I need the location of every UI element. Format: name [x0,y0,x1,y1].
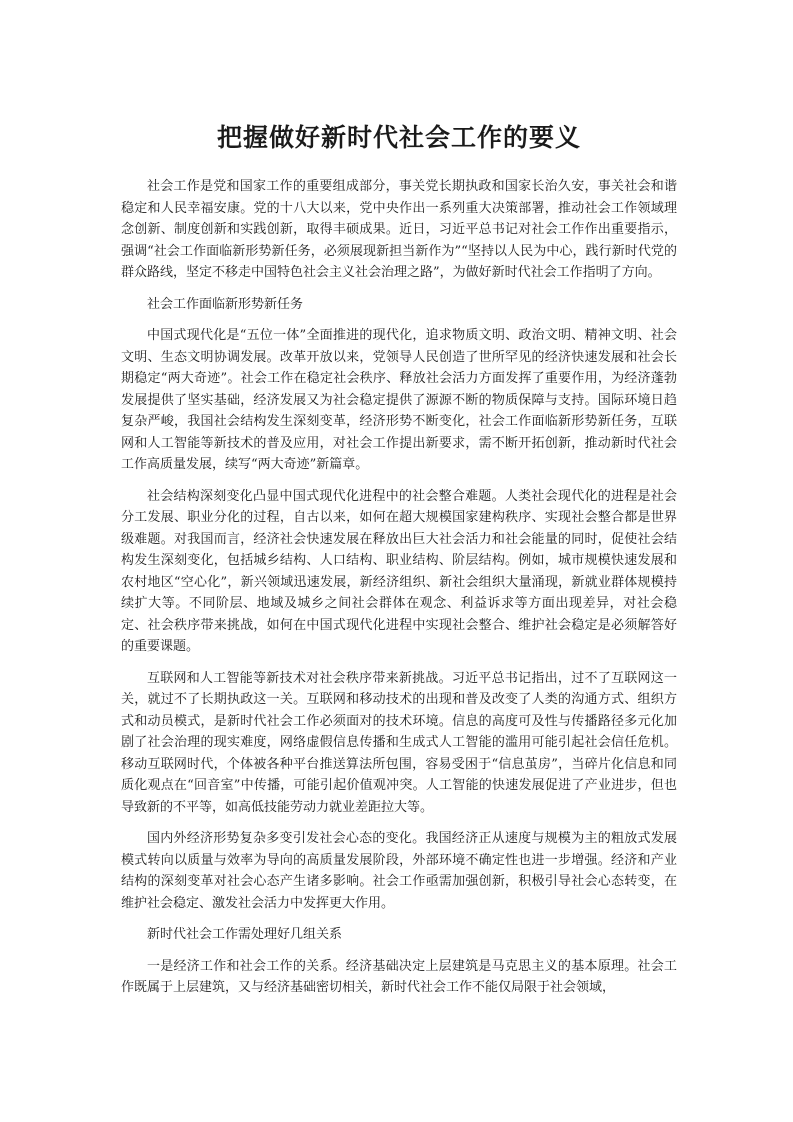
body-paragraph-social-structure: 社会结构深刻变化凸显中国式现代化进程中的社会整合难题。人类社会现代化的进程是社会分工发展、职业分化的过程，自古以来，如何在超大规模国家建构秩序、实现社会整合都是世界级难题。对我国而言，经济社会快速发展在释放出巨大社会活力和社会能量的同时，促使社会结构发生深刻变化，包括城乡结构、人口结构、职业结构、阶层结构。例如，城市规模快速发展和农村地区“空心化”，新兴领域迅速发展，新经济组织、新社会组织大量涌现，新就业群体规模持续扩大等。不同阶层、地域及城乡之间社会群体在观念、利益诉求等方面出现差异，对社会稳定、社会秩序带来挑战，如何在中国式现代化进程中实现社会整合、维护社会稳定是必须解答好的重要课题。 [121,488,677,654]
section-heading-new-situation: 社会工作面临新形势新任务 [147,296,304,312]
body-paragraph-internet-ai: 互联网和人工智能等新技术对社会秩序带来新挑战。习近平总书记指出，过不了互联网这一关，就过不了长期执政这一关。互联网和移动技术的出现和普及改变了人类的沟通方式、组织方式和动员模式，是新时代社会工作必须面对的技术环境。信息的高度可及性与传播路径多元化加剧了社会治理的现实难度，网络虚假信息传播和生成式人工智能的滥用可能引起社会信任危机。移动互联网时代，个体被各种平台推送算法所包围，容易受困于“信息茧房”，当碎片化信息和同质化观点在“回音室”中传播，可能引起价值观冲突。人工智能的快速发展促进了产业进步，但也导致新的不平等，如高低技能劳动力就业差距拉大等。 [121,670,677,815]
body-paragraph-modernization: 中国式现代化是“五位一体”全面推进的现代化，追求物质文明、政治文明、精神文明、社会文明、生态文明协调发展。改革开放以来，党领导人民创造了世所罕见的经济快速发展和社会长期稳定“两大奇迹”。社会工作在稳定社会秩序、释放社会活力方面发挥了重要作用，为经济蓬勃发展提供了坚实基础，经济发展又为社会稳定提供了源源不断的物质保障与支持。国际环境日趋复杂严峻，我国社会结构发生深刻变革，经济形势不断变化，社会工作面临新形势新任务，互联网和人工智能等新技术的普及应用，对社会工作提出新要求，需不断开拓创新，推动新时代社会工作高质量发展，续写“两大奇迹”新篇章。 [121,328,677,472]
section-heading-relationships: 新时代社会工作需处理好几组关系 [147,927,343,942]
document-page [121,122,677,1009]
body-paragraph-economic-situation: 国内外经济形势复杂多变引发社会心态的变化。我国经济正从速度与规模为主的粗放式发展模式转向以质量与效率为导向的高质量发展阶段，外部环境不确定性也进一步增强。经济和产业结构的深刻变革对社会心态产生诸多影响。社会工作亟需加强创新，积极引导社会心态转变，在维护社会稳定、激发社会活力中发挥更大作用。 [121,831,677,911]
intro-paragraph: 社会工作是党和国家工作的重要组成部分，事关党长期执政和国家长治久安，事关社会和谐稳定和人民幸福安康。党的十八大以来，党中央作出一系列重大决策部署，推动社会工作领域理念创新、制度创新和实践创新，取得丰硕成果。近日，习近平总书记对社会工作作出重要指示，强调“社会工作面临新形势新任务，必须展现新担当新作为”“坚持以人民为中心，践行新时代党的群众路线，坚定不移走中国特色社会主义社会治理之路”，为做好新时代社会工作指明了方向。 [121,179,677,280]
body-paragraph-economy-society: 一是经济工作和社会工作的关系。经济基础决定上层建筑是马克思主义的基本原理。社会工作既属于上层建筑，又与经济基础密切相关，新时代社会工作不能仅局限于社会领域， [121,958,677,995]
document-title: 把握做好新时代社会工作的要义 [216,123,581,152]
